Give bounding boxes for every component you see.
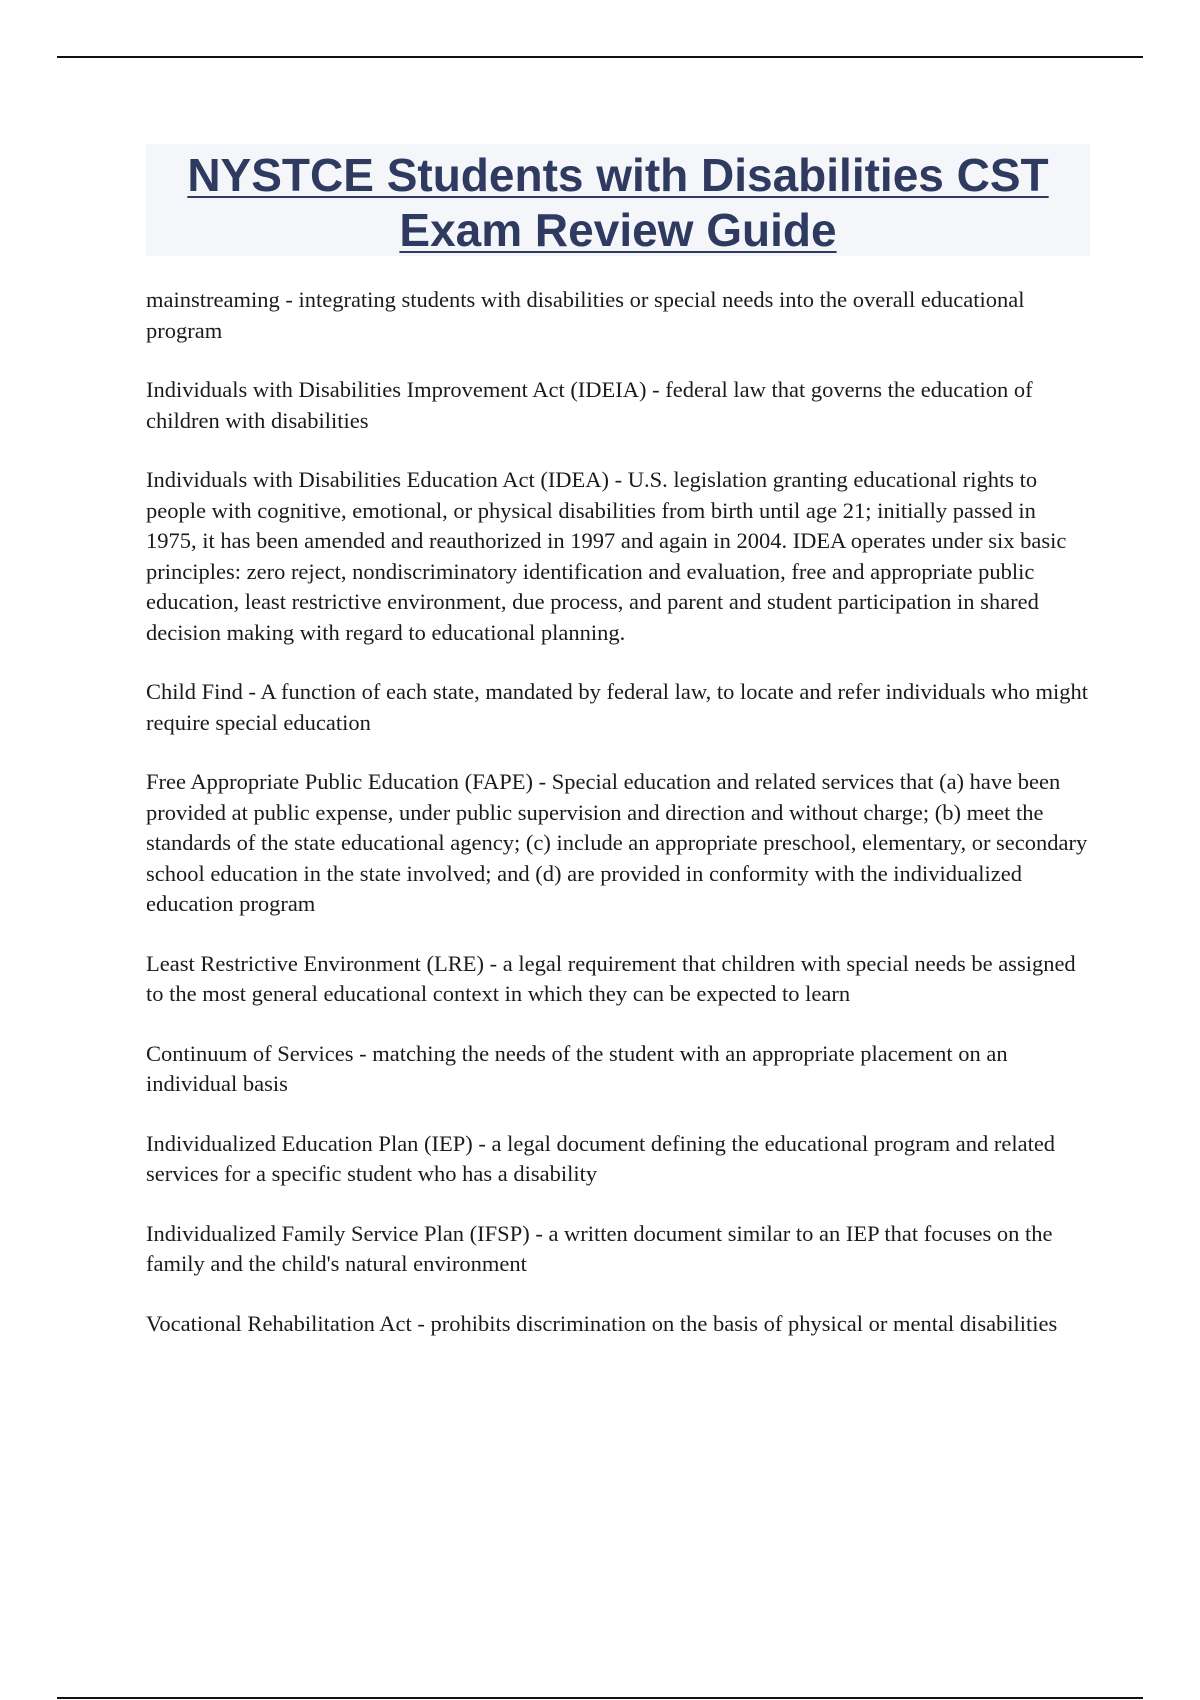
glossary-entry: Free Appropriate Public Education (FAPE) - Special education and related services that (a) have been provided at public expense, under public supervision and direction and without charge; (b) meet the standards of the state educational agency; (c) include an appropriate preschool, elementary, or secondary school education in the state involved; and (d) are provided in conformity with the individualized education program — [146, 769, 1088, 916]
title-banner — [146, 144, 1090, 256]
glossary-entry: Individuals with Disabilities Education Act (IDEA) - U.S. legislation granting educational rights to people with cognitive, emotional, or physical disabilities from birth until age 21; initially passed in 1975, it has been amended and reauthorized in 1997 and again in 2004. IDEA operates under six basic principles: zero reject, nondiscriminatory identification and evaluation, free and appropriate public education, least restrictive environment, due process, and parent and student participation in shared decision making with regard to educational planning. — [146, 467, 1067, 645]
glossary-entry: Individualized Family Service Plan (IFSP) - a written document similar to an IEP that focuses on the family and the child's natural environment — [146, 1220, 1053, 1276]
top-rule — [57, 56, 1143, 58]
glossary-entry: mainstreaming - integrating students with disabilities or special needs into the overall educational program — [146, 287, 1025, 343]
glossary-entry: Individualized Education Plan (IEP) - a legal document defining the educational program and related services for a specific student who has a disability — [146, 1130, 1056, 1186]
glossary-entry: Child Find - A function of each state, mandated by federal law, to locate and refer individuals who might require special education — [146, 679, 1089, 735]
glossary — [146, 285, 1090, 1368]
glossary-entry: Individuals with Disabilities Improvement Act (IDEIA) - federal law that governs the education of children with disabilities — [146, 377, 1033, 433]
glossary-entry: Vocational Rehabilitation Act - prohibits discrimination on the basis of physical or mental disabilities — [146, 1310, 1058, 1336]
bottom-rule — [57, 1697, 1143, 1699]
glossary-entry: Least Restrictive Environment (LRE) - a legal requirement that children with special needs be assigned to the most general educational context in which they can be expected to learn — [146, 950, 1076, 1006]
glossary-entry: Continuum of Services - matching the needs of the student with an appropriate placement on an individual basis — [146, 1040, 1008, 1096]
page-title: NYSTCE Students with Disabilities CST Exam Review Guide — [187, 149, 1049, 256]
